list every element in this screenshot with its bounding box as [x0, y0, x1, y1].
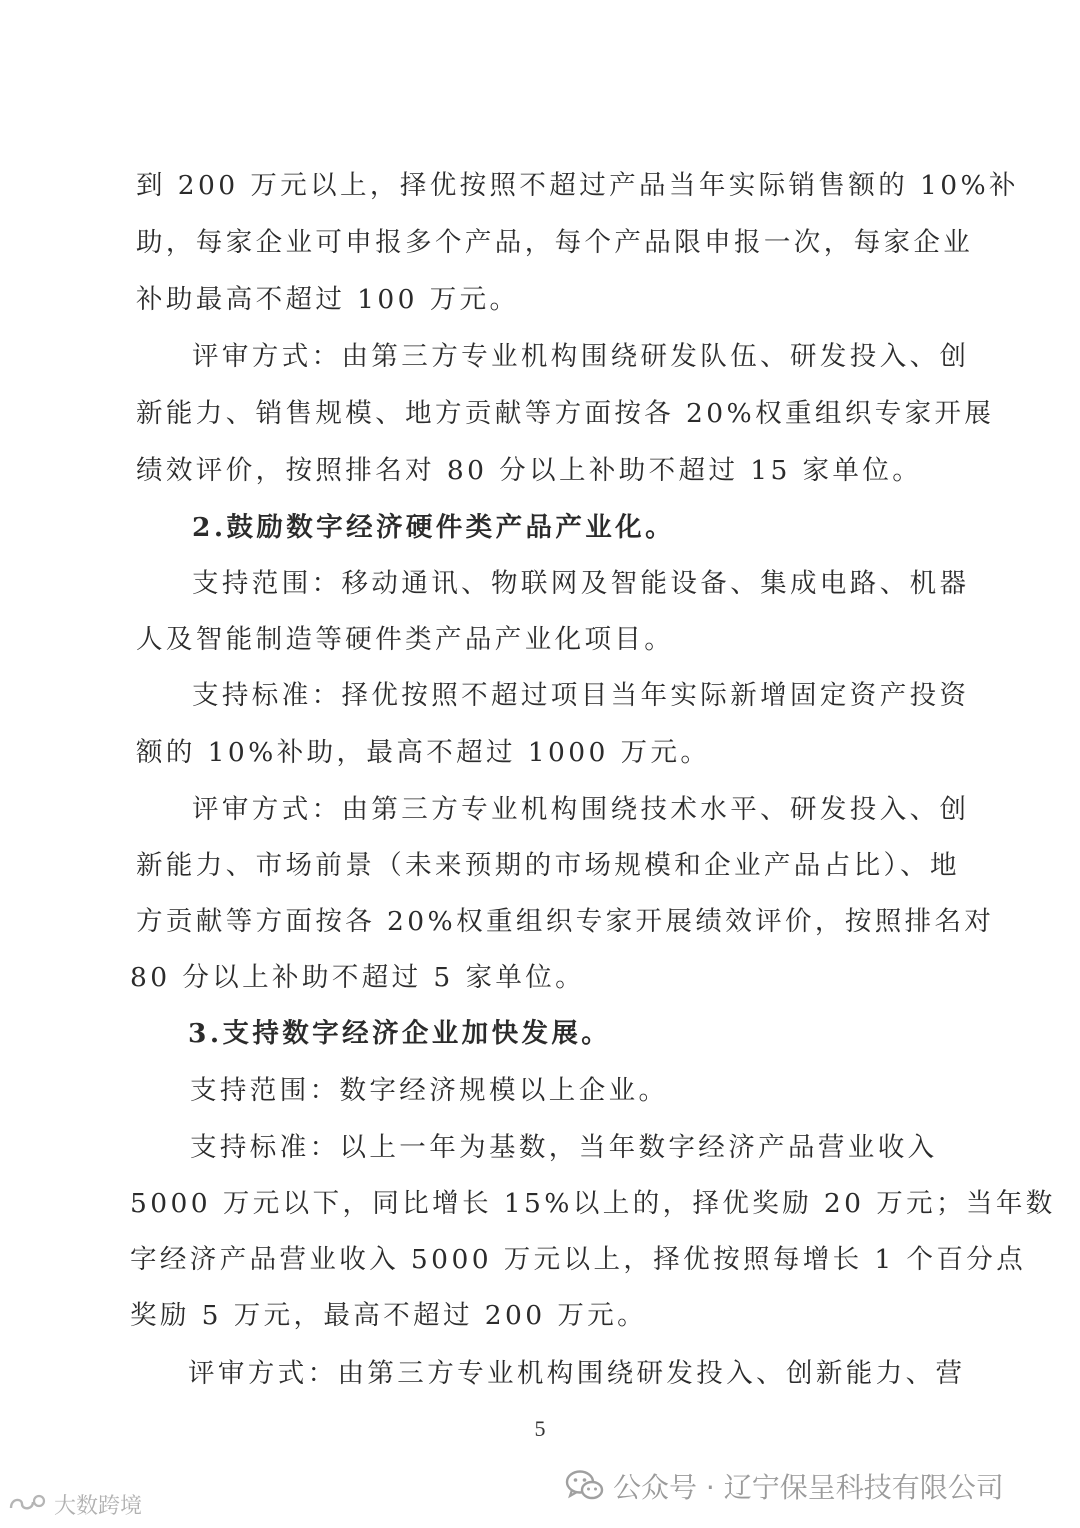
body-line: 支持范围：移动通讯、物联网及智能设备、集成电路、机器: [192, 568, 970, 599]
page-number: 5: [534, 1416, 546, 1441]
body-line: 补助最高不超过 100 万元。: [136, 284, 520, 315]
body-line: 额的 10%补助，最高不超过 1000 万元。: [136, 737, 711, 768]
brand-logo-icon: [8, 1493, 48, 1515]
body-line: 字经济产品营业收入 5000 万元以上，择优按照每增长 1 个百分点: [130, 1244, 1027, 1275]
section-heading: 3.支持数字经济企业加快发展。: [188, 1018, 612, 1049]
wechat-watermark: [565, 1466, 1004, 1506]
body-line: 支持标准：择优按照不超过项目当年实际新增固定资产投资: [192, 680, 970, 711]
section-heading: 2.鼓励数字经济硬件类产品产业化。: [192, 512, 675, 543]
body-line: 评审方式：由第三方专业机构围绕研发队伍、研发投入、创: [192, 341, 970, 372]
body-line: 奖励 5 万元，最高不超过 200 万元。: [130, 1300, 648, 1331]
body-line: 新能力、市场前景（未来预期的市场规模和企业产品占比）、地: [136, 850, 960, 881]
body-line: 新能力、销售规模、地方贡献等方面按各 20%权重组织专家开展: [136, 398, 995, 429]
body-line: 评审方式：由第三方专业机构围绕技术水平、研发投入、创: [192, 794, 970, 825]
wechat-icon: [565, 1469, 605, 1503]
body-line: 支持范围：数字经济规模以上企业。: [190, 1075, 669, 1106]
brand-watermark: [8, 1488, 142, 1520]
body-line: 到 200 万元以上，择优按照不超过产品当年实际销售额的 10%补: [136, 170, 1019, 201]
body-line: 80 分以上补助不超过 5 家单位。: [130, 962, 586, 993]
body-line: 评审方式：由第三方专业机构围绕研发投入、创新能力、营: [188, 1358, 966, 1389]
body-line: 方贡献等方面按各 20%权重组织专家开展绩效评价，按照排名对: [136, 906, 995, 937]
body-line: 绩效评价，按照排名对 80 分以上补助不超过 15 家单位。: [136, 455, 923, 486]
body-line: 5000 万元以下，同比增长 15%以上的，择优奖励 20 万元；当年数: [130, 1188, 1056, 1219]
body-line: 支持标准：以上一年为基数，当年数字经济产品营业收入: [190, 1132, 938, 1163]
body-line: 人及智能制造等硬件类产品产业化项目。: [136, 624, 675, 655]
body-line: 助，每家企业可申报多个产品，每个产品限申报一次，每家企业: [136, 227, 974, 258]
wechat-account-name: 公众号 · 辽宁保呈科技有限公司: [613, 1471, 1004, 1504]
brand-watermark-text: 大数跨境: [54, 1493, 143, 1519]
